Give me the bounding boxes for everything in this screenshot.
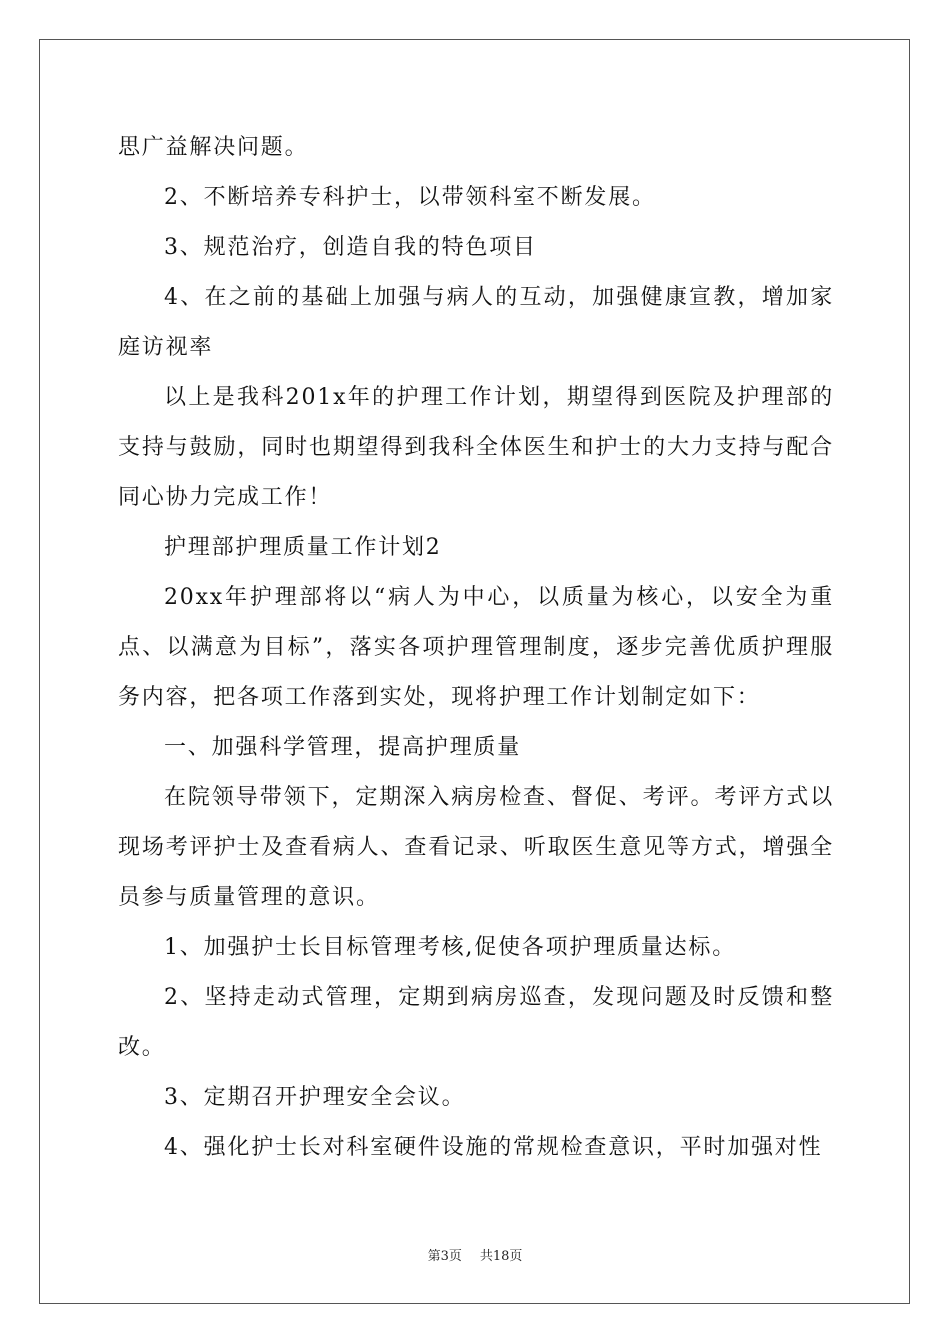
paragraph: 在院领导带领下，定期深入病房检查、督促、考评。考评方式以现场考评护士及查看病人、查看记录、听取医生意见等方式，增强全员参与质量管理的意识。 [118, 785, 834, 910]
paragraph: 以上是我科201x年的护理工作计划，期望得到医院及护理部的支持与鼓励，同时也期望得到我科全体医生和护士的大力支持与配合同心协力完成工作！ [118, 385, 834, 510]
total-pages: 共18页 [479, 1249, 523, 1264]
section-heading: 护理部护理质量工作计划2 [164, 535, 442, 560]
paragraph: 20xx年护理部将以“病人为中心，以质量为核心，以安全为重点、以满意为目标”，落实各项护理管理制度，逐步完善优质护理服务内容，把各项工作落到实处，现将护理工作计划制定如下： [118, 585, 834, 710]
paragraph: 1、加强护士长目标管理考核,促使各项护理质量达标。 [164, 935, 736, 960]
paragraph: 2、不断培养专科护士，以带领科室不断发展。 [164, 185, 656, 210]
paragraph: 4、强化护士长对科室硬件设施的常规检查意识，平时加强对性 [164, 1135, 823, 1160]
page-footer [0, 1248, 950, 1266]
paragraph: 思广益解决问题。 [118, 135, 309, 160]
paragraph: 3、规范治疗，创造自我的特色项目 [164, 235, 537, 260]
document-body [118, 123, 834, 1173]
paragraph: 4、在之前的基础上加强与病人的互动，加强健康宣教，增加家庭访视率 [118, 285, 834, 360]
paragraph: 2、坚持走动式管理，定期到病房巡查，发现问题及时反馈和整改。 [118, 985, 834, 1060]
subsection-heading: 一、加强科学管理，提高护理质量 [164, 735, 522, 760]
paragraph: 3、定期召开护理安全会议。 [164, 1085, 466, 1110]
page-number: 第3页 [427, 1249, 462, 1264]
